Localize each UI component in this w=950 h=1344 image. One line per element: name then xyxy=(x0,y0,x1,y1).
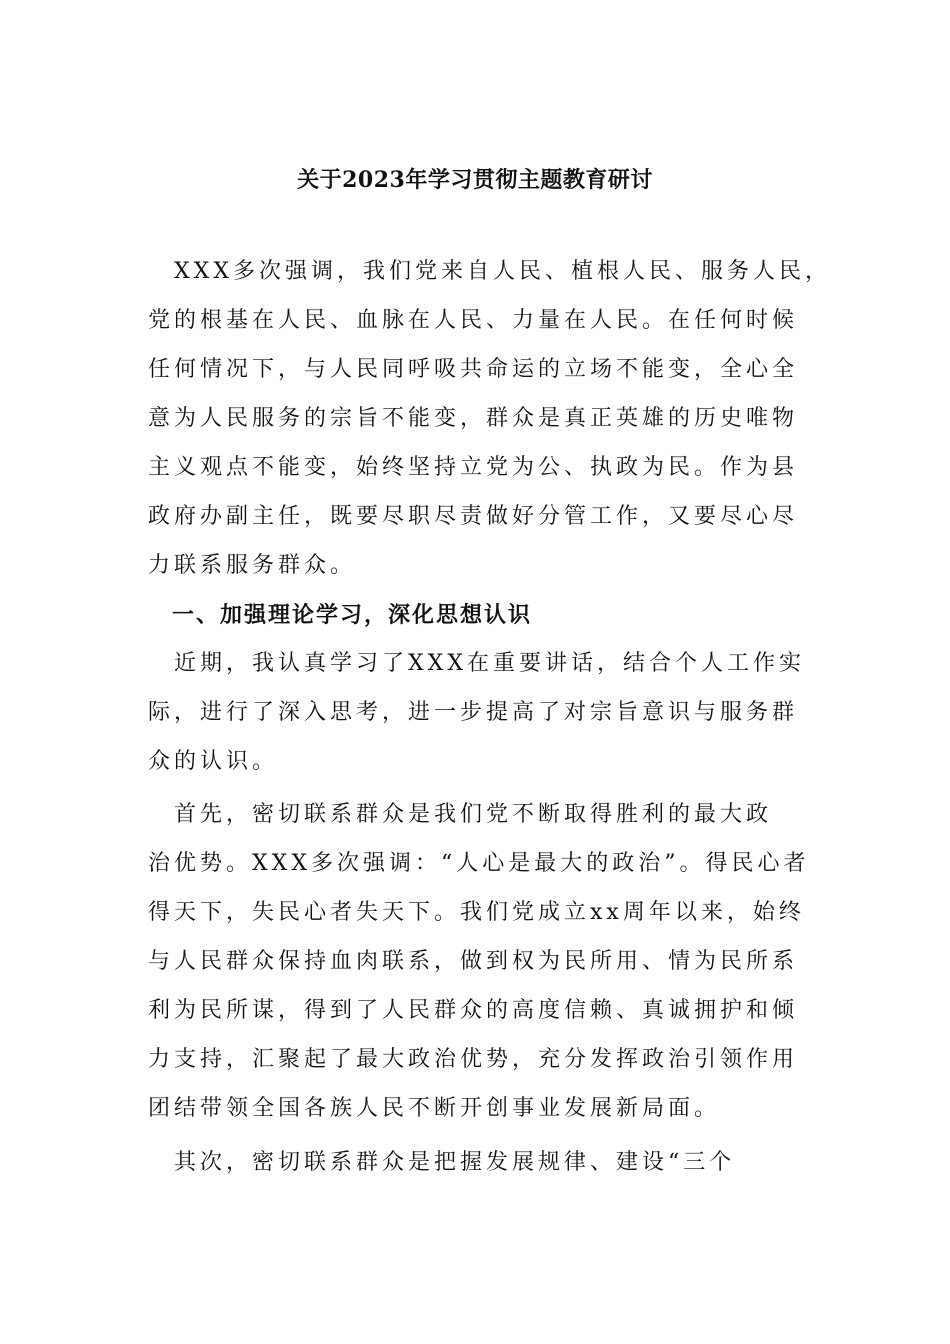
body-line: 其次，密切联系群众是把握发展规律、建设“三个 xyxy=(148,1150,736,1175)
body-line: 近期，我认真学习了XXX在重要讲话，结合个人工作实 xyxy=(148,651,805,676)
body-line: XXX多次强调，我们党来自人民、植根人民、服务人民， xyxy=(148,259,831,284)
body-line: 意为人民服务的宗旨不能变，群众是真正英雄的历史唯物 xyxy=(148,406,799,431)
body-line: 力联系服务群众。 xyxy=(148,553,357,578)
body-line: 政府办副主任，既要尽职尽责做好分管工作，又要尽心尽 xyxy=(148,504,799,529)
body-line: 利为民所谋，得到了人民群众的高度信赖、真诚拥护和倾 xyxy=(148,998,799,1023)
body-line: 主义观点不能变，始终坚持立党为公、执政为民。作为县 xyxy=(148,455,799,480)
body-line: 团结带领全国各族人民不断开创事业发展新局面。 xyxy=(148,1096,721,1121)
body-line: 任何情况下，与人民同呼吸共命运的立场不能变，全心全 xyxy=(148,357,799,382)
body-line: 治优势。XXX多次强调：“人心是最大的政治”。得民心者 xyxy=(148,851,810,876)
body-line: 众的认识。 xyxy=(148,749,279,774)
section-heading: 一、加强理论学习，深化思想认识 xyxy=(148,602,533,628)
body-line: 际，进行了深入思考，进一步提高了对宗旨意识与服务群 xyxy=(148,700,799,725)
body-line: 党的根基在人民、血脉在人民、力量在人民。在任何时候 xyxy=(148,308,799,333)
body-line: 首先，密切联系群众是我们党不断取得胜利的最大政 xyxy=(148,802,773,827)
body-line: 得天下，失民心者失天下。我们党成立xx周年以来，始终 xyxy=(148,900,805,925)
body-line: 与人民群众保持血肉联系，做到权为民所用、情为民所系 xyxy=(148,949,799,974)
document-title: 关于2023年学习贯彻主题教育研讨 xyxy=(297,167,653,193)
body-line: 力支持，汇聚起了最大政治优势，充分发挥政治引领作用 xyxy=(148,1047,799,1072)
